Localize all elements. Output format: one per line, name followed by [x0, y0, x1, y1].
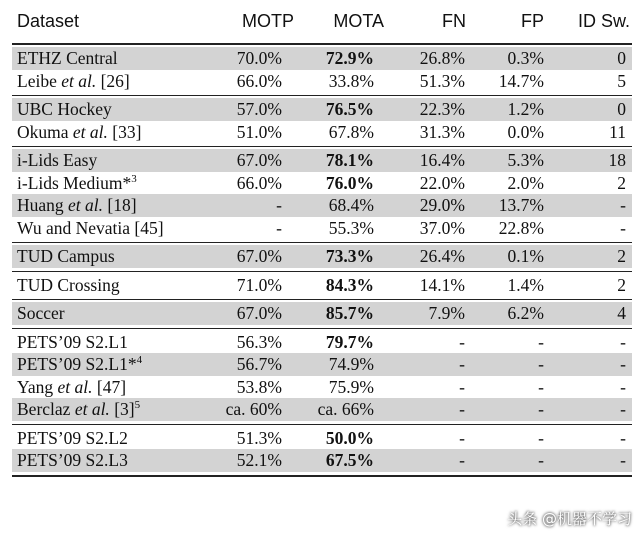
cell-id-switches: 0: [617, 48, 626, 68]
cell-mota: 84.3%: [325, 274, 374, 295]
cell-dataset: [17, 331, 128, 354]
cell-id-switches: 11: [609, 121, 626, 142]
cell-fp: 5.3%: [507, 150, 544, 170]
cell-id-switches: 4: [617, 303, 626, 323]
et-al-text: et al.: [74, 399, 110, 419]
table-row: [12, 449, 632, 472]
cell-id-switches: 2: [617, 246, 626, 266]
dataset-text: UBC Hockey: [17, 99, 112, 119]
cell-id-switches: 2: [617, 274, 626, 295]
cell-fp: -: [538, 427, 544, 448]
cell-mota: 67.8%: [328, 121, 374, 142]
cell-fp: -: [538, 354, 544, 374]
dataset-text: PETS’09 S2.L3: [17, 450, 128, 470]
dataset-text: Huang: [17, 195, 69, 215]
footnote-marker: 3: [131, 172, 137, 185]
cell-fp: 0.1%: [507, 246, 544, 266]
cell-dataset: [17, 398, 140, 421]
cell-motp: 70.0%: [236, 48, 282, 68]
table-row: [12, 47, 632, 70]
header-motp: MOTP: [242, 11, 294, 31]
cell-motp: 67.0%: [236, 150, 282, 170]
table-row: [12, 172, 632, 195]
cell-dataset: [17, 245, 115, 268]
footnote-marker: 5: [134, 399, 141, 411]
dataset-text: Okuma: [17, 121, 73, 142]
cell-dataset: [17, 449, 128, 472]
cell-fp: 2.0%: [507, 172, 544, 193]
cell-dataset: [17, 98, 112, 121]
cell-dataset: [17, 217, 164, 240]
dataset-text: Berclaz: [17, 399, 75, 419]
cell-motp: -: [276, 195, 282, 215]
cell-mota: 55.3%: [328, 217, 374, 238]
dataset-text: i-Lids Easy: [17, 150, 98, 170]
cell-motp: 51.3%: [236, 427, 282, 448]
cell-id-switches: 18: [608, 150, 626, 170]
cell-dataset: [17, 353, 142, 376]
table-row: [12, 245, 632, 268]
dataset-text: Wu and Nevatia [45]: [17, 217, 164, 238]
cell-motp: 52.1%: [236, 450, 282, 470]
cell-id-switches: -: [620, 450, 626, 470]
cell-mota: 33.8%: [328, 70, 374, 91]
cell-mota: 76.5%: [325, 99, 374, 119]
table-row: [12, 398, 632, 421]
cell-fn: 51.3%: [419, 70, 465, 91]
dataset-text: Yang: [17, 376, 58, 397]
dataset-text: PETS’09 S2.L1*: [17, 354, 137, 374]
table-row: [12, 427, 632, 450]
cell-motp: 53.8%: [236, 376, 282, 397]
cell-fp: 22.8%: [498, 217, 544, 238]
cell-fn: -: [459, 376, 465, 397]
results-table: [12, 0, 632, 477]
dataset-text: [26]: [96, 70, 130, 91]
cell-dataset: [17, 121, 141, 144]
et-al-text: et al.: [61, 70, 97, 91]
dataset-text: [47]: [92, 376, 127, 397]
cell-dataset: [17, 427, 128, 450]
dataset-text: Soccer: [17, 303, 65, 323]
cell-dataset: [17, 376, 126, 399]
dataset-text: [18]: [103, 195, 137, 215]
cell-mota: ca. 66%: [317, 399, 374, 419]
cell-fn: 22.3%: [419, 99, 465, 119]
cell-fn: 16.4%: [419, 150, 465, 170]
table-group: [12, 146, 632, 242]
cell-fn: -: [459, 354, 465, 374]
cell-mota: 50.0%: [325, 427, 374, 448]
cell-fp: -: [538, 376, 544, 397]
dataset-text: i-Lids Medium*: [17, 172, 132, 193]
et-al-text: et al.: [68, 195, 104, 215]
footnote-marker: 4: [136, 354, 143, 366]
cell-motp: 56.7%: [236, 354, 282, 374]
cell-fn: 29.0%: [419, 195, 465, 215]
cell-id-switches: -: [620, 399, 626, 419]
header-fp: FP: [520, 11, 544, 31]
cell-motp: 71.0%: [236, 274, 282, 295]
dataset-text: [3]: [109, 399, 135, 419]
header-id-switches: ID Sw.: [577, 11, 630, 31]
table-row: [12, 302, 632, 325]
cell-fn: 22.0%: [419, 172, 465, 193]
cell-fn: 7.9%: [428, 303, 465, 323]
cell-fp: -: [538, 399, 544, 419]
cell-mota: 79.7%: [325, 331, 374, 352]
cell-motp: ca. 60%: [225, 399, 282, 419]
et-al-text: et al.: [57, 376, 93, 397]
cell-fp: -: [538, 450, 544, 470]
cell-mota: 85.7%: [325, 303, 374, 323]
table-row: [12, 217, 632, 240]
cell-motp: 67.0%: [236, 303, 282, 323]
cell-fp: 1.4%: [507, 274, 544, 295]
table-row: [12, 194, 632, 217]
cell-fn: 26.8%: [419, 48, 465, 68]
dataset-text: PETS’09 S2.L1: [17, 331, 128, 352]
cell-mota: 75.9%: [328, 376, 374, 397]
cell-id-switches: 5: [617, 70, 626, 91]
cell-motp: 66.0%: [236, 70, 282, 91]
cell-mota: 76.0%: [325, 172, 374, 193]
cell-fp: 6.2%: [507, 303, 544, 323]
cell-motp: 51.0%: [236, 121, 282, 142]
table-group: [12, 43, 632, 95]
table-row: [12, 98, 632, 121]
table-row: [12, 274, 632, 297]
cell-dataset: [17, 70, 130, 93]
cell-mota: 73.3%: [325, 246, 374, 266]
table-group: [12, 299, 632, 328]
cell-dataset: [17, 47, 118, 70]
table-body: [12, 43, 632, 475]
cell-mota: 72.9%: [325, 48, 374, 68]
table-header: [12, 0, 632, 43]
cell-fn: -: [459, 427, 465, 448]
cell-fp: 1.2%: [507, 99, 544, 119]
dataset-text: [33]: [107, 121, 142, 142]
cell-mota: 68.4%: [328, 195, 374, 215]
cell-fn: -: [459, 331, 465, 352]
cell-dataset: [17, 274, 120, 297]
cell-fp: 14.7%: [498, 70, 544, 91]
dataset-text: ETHZ Central: [17, 48, 118, 68]
cell-mota: 67.5%: [325, 450, 374, 470]
cell-dataset: [17, 149, 97, 172]
table-group: [12, 95, 632, 146]
cell-mota: 78.1%: [325, 150, 374, 170]
cell-id-switches: -: [620, 195, 626, 215]
cell-fp: -: [538, 331, 544, 352]
cell-dataset: [17, 302, 65, 325]
cell-motp: 57.0%: [236, 99, 282, 119]
table-group: [12, 328, 632, 424]
cell-id-switches: -: [620, 331, 626, 352]
cell-motp: -: [276, 217, 282, 238]
cell-id-switches: 2: [617, 172, 626, 193]
table-row: [12, 70, 632, 93]
watermark: 头条 @机器不学习: [507, 510, 632, 528]
cell-fp: 0.3%: [507, 48, 544, 68]
et-al-text: et al.: [72, 121, 108, 142]
cell-id-switches: -: [620, 376, 626, 397]
cell-id-switches: -: [620, 427, 626, 448]
cell-fn: 31.3%: [419, 121, 465, 142]
header-mota: MOTA: [333, 11, 384, 31]
header-fn: FN: [442, 11, 466, 31]
dataset-text: TUD Campus: [17, 246, 115, 266]
header-dataset: Dataset: [17, 11, 80, 31]
cell-fn: 14.1%: [419, 274, 465, 295]
cell-id-switches: -: [620, 354, 626, 374]
cell-motp: 66.0%: [236, 172, 282, 193]
cell-motp: 56.3%: [236, 331, 282, 352]
cell-fp: 0.0%: [507, 121, 544, 142]
dataset-text: TUD Crossing: [17, 274, 120, 295]
cell-id-switches: 0: [617, 99, 626, 119]
cell-fn: 37.0%: [419, 217, 465, 238]
table-row: [12, 121, 632, 144]
table-row: [12, 376, 632, 399]
table-group: [12, 242, 632, 271]
table-group: [12, 424, 632, 475]
dataset-text: Leibe: [17, 70, 62, 91]
table-row: [12, 353, 632, 376]
bottom-rule: [12, 475, 632, 477]
cell-dataset: [17, 172, 137, 195]
table-row: [12, 331, 632, 354]
cell-motp: 67.0%: [236, 246, 282, 266]
table-group: [12, 271, 632, 300]
cell-fp: 13.7%: [498, 195, 544, 215]
cell-fn: -: [459, 450, 465, 470]
cell-mota: 74.9%: [328, 354, 374, 374]
dataset-text: PETS’09 S2.L2: [17, 427, 128, 448]
cell-fn: 26.4%: [419, 246, 465, 266]
cell-fn: -: [459, 399, 465, 419]
cell-dataset: [17, 194, 137, 217]
table-row: [12, 149, 632, 172]
cell-id-switches: -: [620, 217, 626, 238]
